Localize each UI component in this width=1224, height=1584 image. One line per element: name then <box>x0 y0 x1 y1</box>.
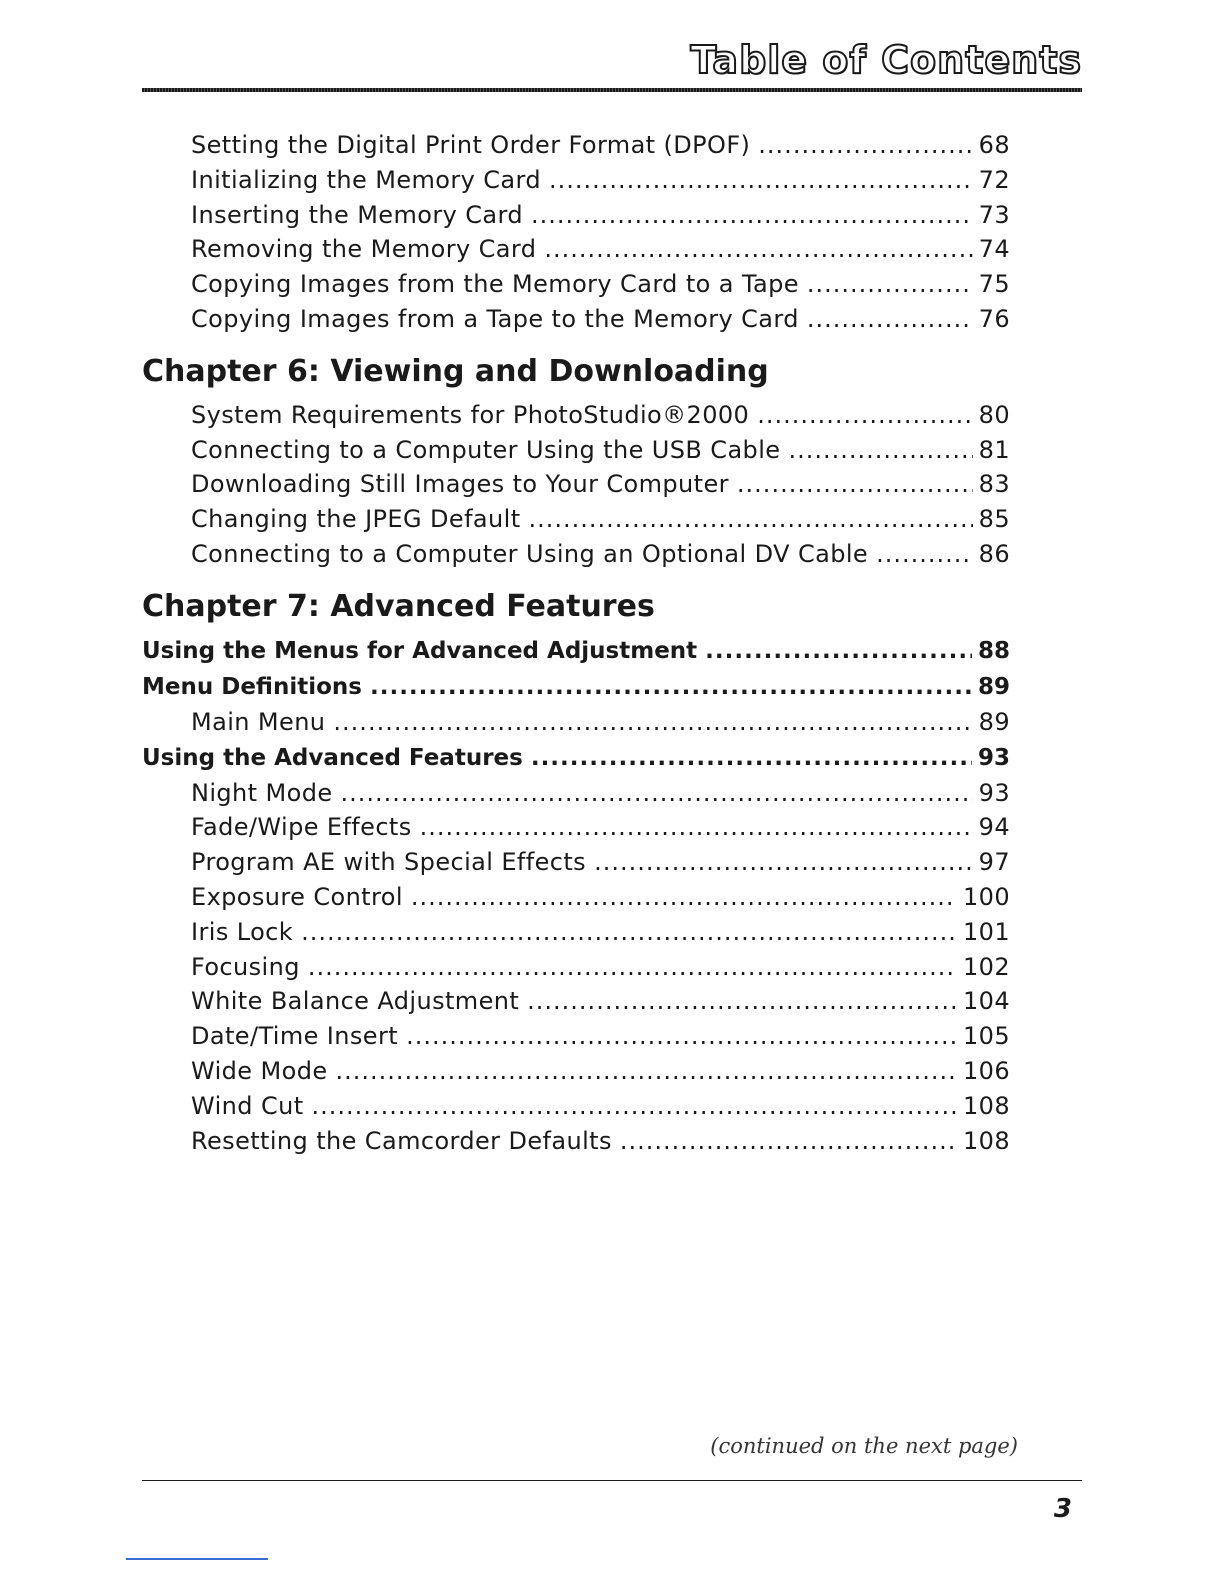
toc-entry-page: 89 <box>977 673 1010 700</box>
dot-leader <box>370 669 972 705</box>
toc-entry[interactable] <box>142 984 1010 1019</box>
toc-entry-label: Using the Advanced Features <box>142 744 523 771</box>
dot-leader <box>737 467 973 502</box>
dot-leader <box>411 880 957 915</box>
toc-entry-label: Wind Cut <box>191 1091 304 1120</box>
dot-leader <box>333 705 972 740</box>
toc-entry-label: White Balance Adjustment <box>191 987 520 1016</box>
toc-entry-page: 86 <box>978 539 1010 568</box>
toc-entry[interactable] <box>142 128 1010 163</box>
toc-entry-label: Changing the JPEG Default <box>191 505 521 534</box>
toc-entry[interactable] <box>142 302 1010 337</box>
toc-entry-page: 94 <box>978 813 1010 842</box>
toc-entry-label: Menu Definitions <box>142 673 362 700</box>
toc-entry-page: 108 <box>962 1126 1010 1155</box>
toc-entry[interactable] <box>142 398 1010 433</box>
dot-leader <box>529 502 973 537</box>
toc-entry-label: Program AE with Special Effects <box>191 848 587 877</box>
toc-entry-page: 93 <box>978 778 1010 807</box>
toc-entry[interactable] <box>142 845 1010 880</box>
toc-entry[interactable] <box>142 705 1010 740</box>
toc-entry-label: Downloading Still Images to Your Computer <box>191 470 729 499</box>
dot-leader <box>406 1019 957 1054</box>
toc-entry-page: 75 <box>978 270 1010 299</box>
toc-entry[interactable] <box>142 776 1010 811</box>
toc-entry-page: 89 <box>978 707 1010 736</box>
toc-entry-label: Connecting to a Computer Using the USB Cable <box>191 435 781 464</box>
scan-mark <box>126 1558 268 1560</box>
dot-leader <box>341 776 973 811</box>
chapter-heading: Chapter 6: Viewing and Downloading <box>142 353 769 389</box>
toc-entry[interactable] <box>142 810 1010 845</box>
toc-entry-label: Setting the Digital Print Order Format (DPOF) <box>191 131 751 159</box>
dot-leader <box>531 198 973 233</box>
toc-entry-label: Wide Mode <box>191 1056 328 1085</box>
toc-entry[interactable] <box>142 467 1010 502</box>
toc-entry-page: 74 <box>978 235 1010 264</box>
chapter-heading: Chapter 7: Advanced Features <box>142 588 655 624</box>
dot-leader <box>807 267 973 302</box>
dot-leader <box>876 537 973 572</box>
toc-entry[interactable] <box>142 1054 1010 1089</box>
toc-entry-page: 81 <box>978 435 1010 464</box>
toc-entry[interactable] <box>142 669 1010 705</box>
toc-entry-page: 83 <box>978 470 1010 499</box>
toc-entry[interactable] <box>142 163 1010 198</box>
toc-entry-page: 68 <box>978 131 1010 159</box>
toc-entry-label: Resetting the Camcorder Defaults <box>191 1126 612 1155</box>
footer-rule <box>142 1480 1082 1481</box>
toc-entry[interactable] <box>142 740 1010 776</box>
toc-entry-page: 73 <box>978 200 1010 229</box>
toc-entry[interactable] <box>142 267 1010 302</box>
toc-entry[interactable] <box>142 1124 1010 1159</box>
toc-entry-page: 106 <box>962 1056 1010 1085</box>
toc-entry-label: Focusing <box>191 952 300 981</box>
dot-leader <box>705 633 972 669</box>
toc-entry-page: 100 <box>962 882 1010 911</box>
page-number: 3 <box>1053 1494 1072 1524</box>
dot-leader <box>312 1089 957 1124</box>
toc-entry-page: 101 <box>962 917 1010 946</box>
dot-leader <box>594 845 973 880</box>
dot-leader <box>788 433 972 468</box>
dot-leader <box>757 398 972 433</box>
toc-entry-page: 76 <box>978 304 1010 333</box>
toc-entry-page: 93 <box>977 744 1010 771</box>
toc-entry-page: 72 <box>978 165 1010 194</box>
toc-entry-page: 85 <box>978 505 1010 534</box>
dot-leader <box>620 1124 957 1159</box>
toc-entry-label: Inserting the Memory Card <box>191 200 523 229</box>
toc-entry[interactable] <box>142 880 1010 915</box>
toc-entry[interactable] <box>142 633 1010 669</box>
dot-leader <box>301 915 957 950</box>
page-title: Table of Contents <box>690 38 1082 82</box>
toc-entry-label: Copying Images from the Memory Card to a Tape <box>191 270 799 299</box>
dot-leader <box>807 302 973 337</box>
continued-note: (continued on the next page) <box>710 1434 1018 1458</box>
toc-entry-page: 88 <box>977 637 1010 664</box>
toc-entry-label: Removing the Memory Card <box>191 235 537 264</box>
dot-leader <box>758 128 972 163</box>
toc-entry[interactable] <box>142 198 1010 233</box>
toc-entry-label: System Requirements for PhotoStudio®2000 <box>191 400 750 429</box>
toc-entry-label: Exposure Control <box>191 882 403 911</box>
toc-entry-page: 104 <box>962 987 1010 1016</box>
dot-leader <box>420 810 973 845</box>
toc-entry[interactable] <box>142 1089 1010 1124</box>
toc-entry[interactable] <box>142 502 1010 537</box>
toc-entry[interactable] <box>142 1019 1010 1054</box>
toc-entry-label: Copying Images from a Tape to the Memory Card <box>191 304 799 333</box>
dot-leader <box>336 1054 957 1089</box>
toc-entry-page: 80 <box>978 400 1010 429</box>
toc-entry[interactable] <box>142 433 1010 468</box>
dot-leader <box>549 163 973 198</box>
dot-leader <box>544 232 972 267</box>
toc-entry[interactable] <box>142 950 1010 985</box>
dot-leader <box>527 984 957 1019</box>
toc-entry-label: Iris Lock <box>191 917 294 946</box>
toc-entry-label: Initializing the Memory Card <box>191 165 542 194</box>
toc-entry-page: 102 <box>962 952 1010 981</box>
toc-entry[interactable] <box>142 537 1010 572</box>
toc-entry[interactable] <box>142 232 1010 267</box>
dot-leader <box>531 740 972 776</box>
toc-entry-label: Using the Menus for Advanced Adjustment <box>142 637 698 664</box>
table-of-contents <box>142 128 1010 1158</box>
toc-entry-label: Fade/Wipe Effects <box>191 813 412 842</box>
toc-entry[interactable] <box>142 915 1010 950</box>
toc-entry-label: Main Menu <box>191 707 326 736</box>
header-rule <box>142 88 1082 92</box>
dot-leader <box>308 950 957 985</box>
toc-entry-page: 108 <box>962 1091 1010 1120</box>
toc-entry-page: 97 <box>978 848 1010 877</box>
toc-entry-label: Date/Time Insert <box>191 1022 399 1051</box>
toc-entry-page: 105 <box>962 1022 1010 1051</box>
toc-entry-label: Connecting to a Computer Using an Optional DV Cable <box>191 539 869 568</box>
toc-entry-label: Night Mode <box>191 778 333 807</box>
